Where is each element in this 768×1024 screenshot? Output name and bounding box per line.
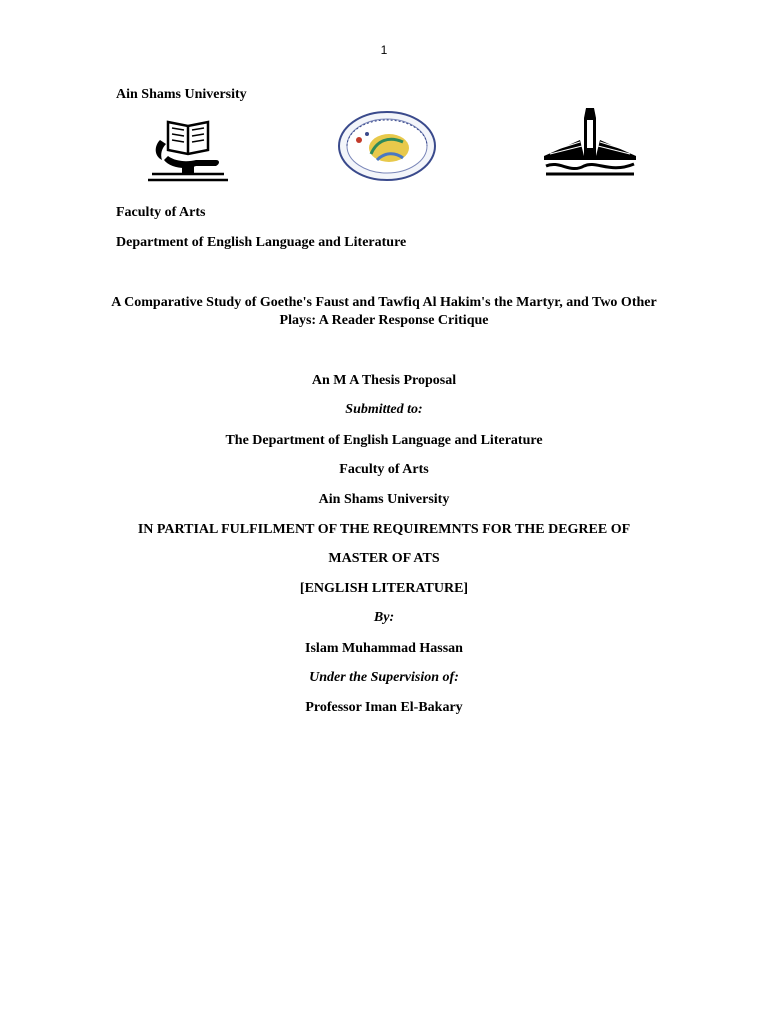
naqaae-accreditation-seal	[337, 110, 437, 182]
submitted-to-label: Submitted to:	[345, 402, 423, 417]
faculty-name: Faculty of Arts	[116, 205, 206, 220]
fulfilment-statement: IN PARTIAL FULFILMENT OF THE REQUIREMNTS FOR THE DEGREE OF	[137, 522, 631, 537]
author-name: Islam Muhammad Hassan	[305, 641, 463, 656]
ain-shams-university-emblem	[540, 106, 640, 182]
faculty-of-arts-logo	[146, 116, 230, 182]
submitted-faculty: Faculty of Arts	[339, 462, 429, 477]
degree-field: [ENGLISH LITERATURE]	[299, 581, 469, 596]
page-number: 1	[380, 43, 388, 57]
department-name: Department of English Language and Literature	[116, 235, 407, 250]
supervision-label: Under the Supervision of:	[309, 670, 459, 685]
degree-name: MASTER OF ATS	[328, 551, 440, 566]
submitted-university: Ain Shams University	[318, 492, 450, 507]
thesis-title: A Comparative Study of Goethe's Faust and Tawfiq Al Hakim's the Martyr, and Two Other Plays: A Reader Response Critique	[111, 295, 657, 328]
supervisor-name: Professor Iman El-Bakary	[305, 700, 463, 715]
by-label: By:	[373, 610, 395, 625]
university-name: Ain Shams University	[116, 87, 247, 102]
proposal-type: An M A Thesis Proposal	[311, 373, 457, 388]
submitted-department: The Department of English Language and Literature	[225, 433, 543, 448]
